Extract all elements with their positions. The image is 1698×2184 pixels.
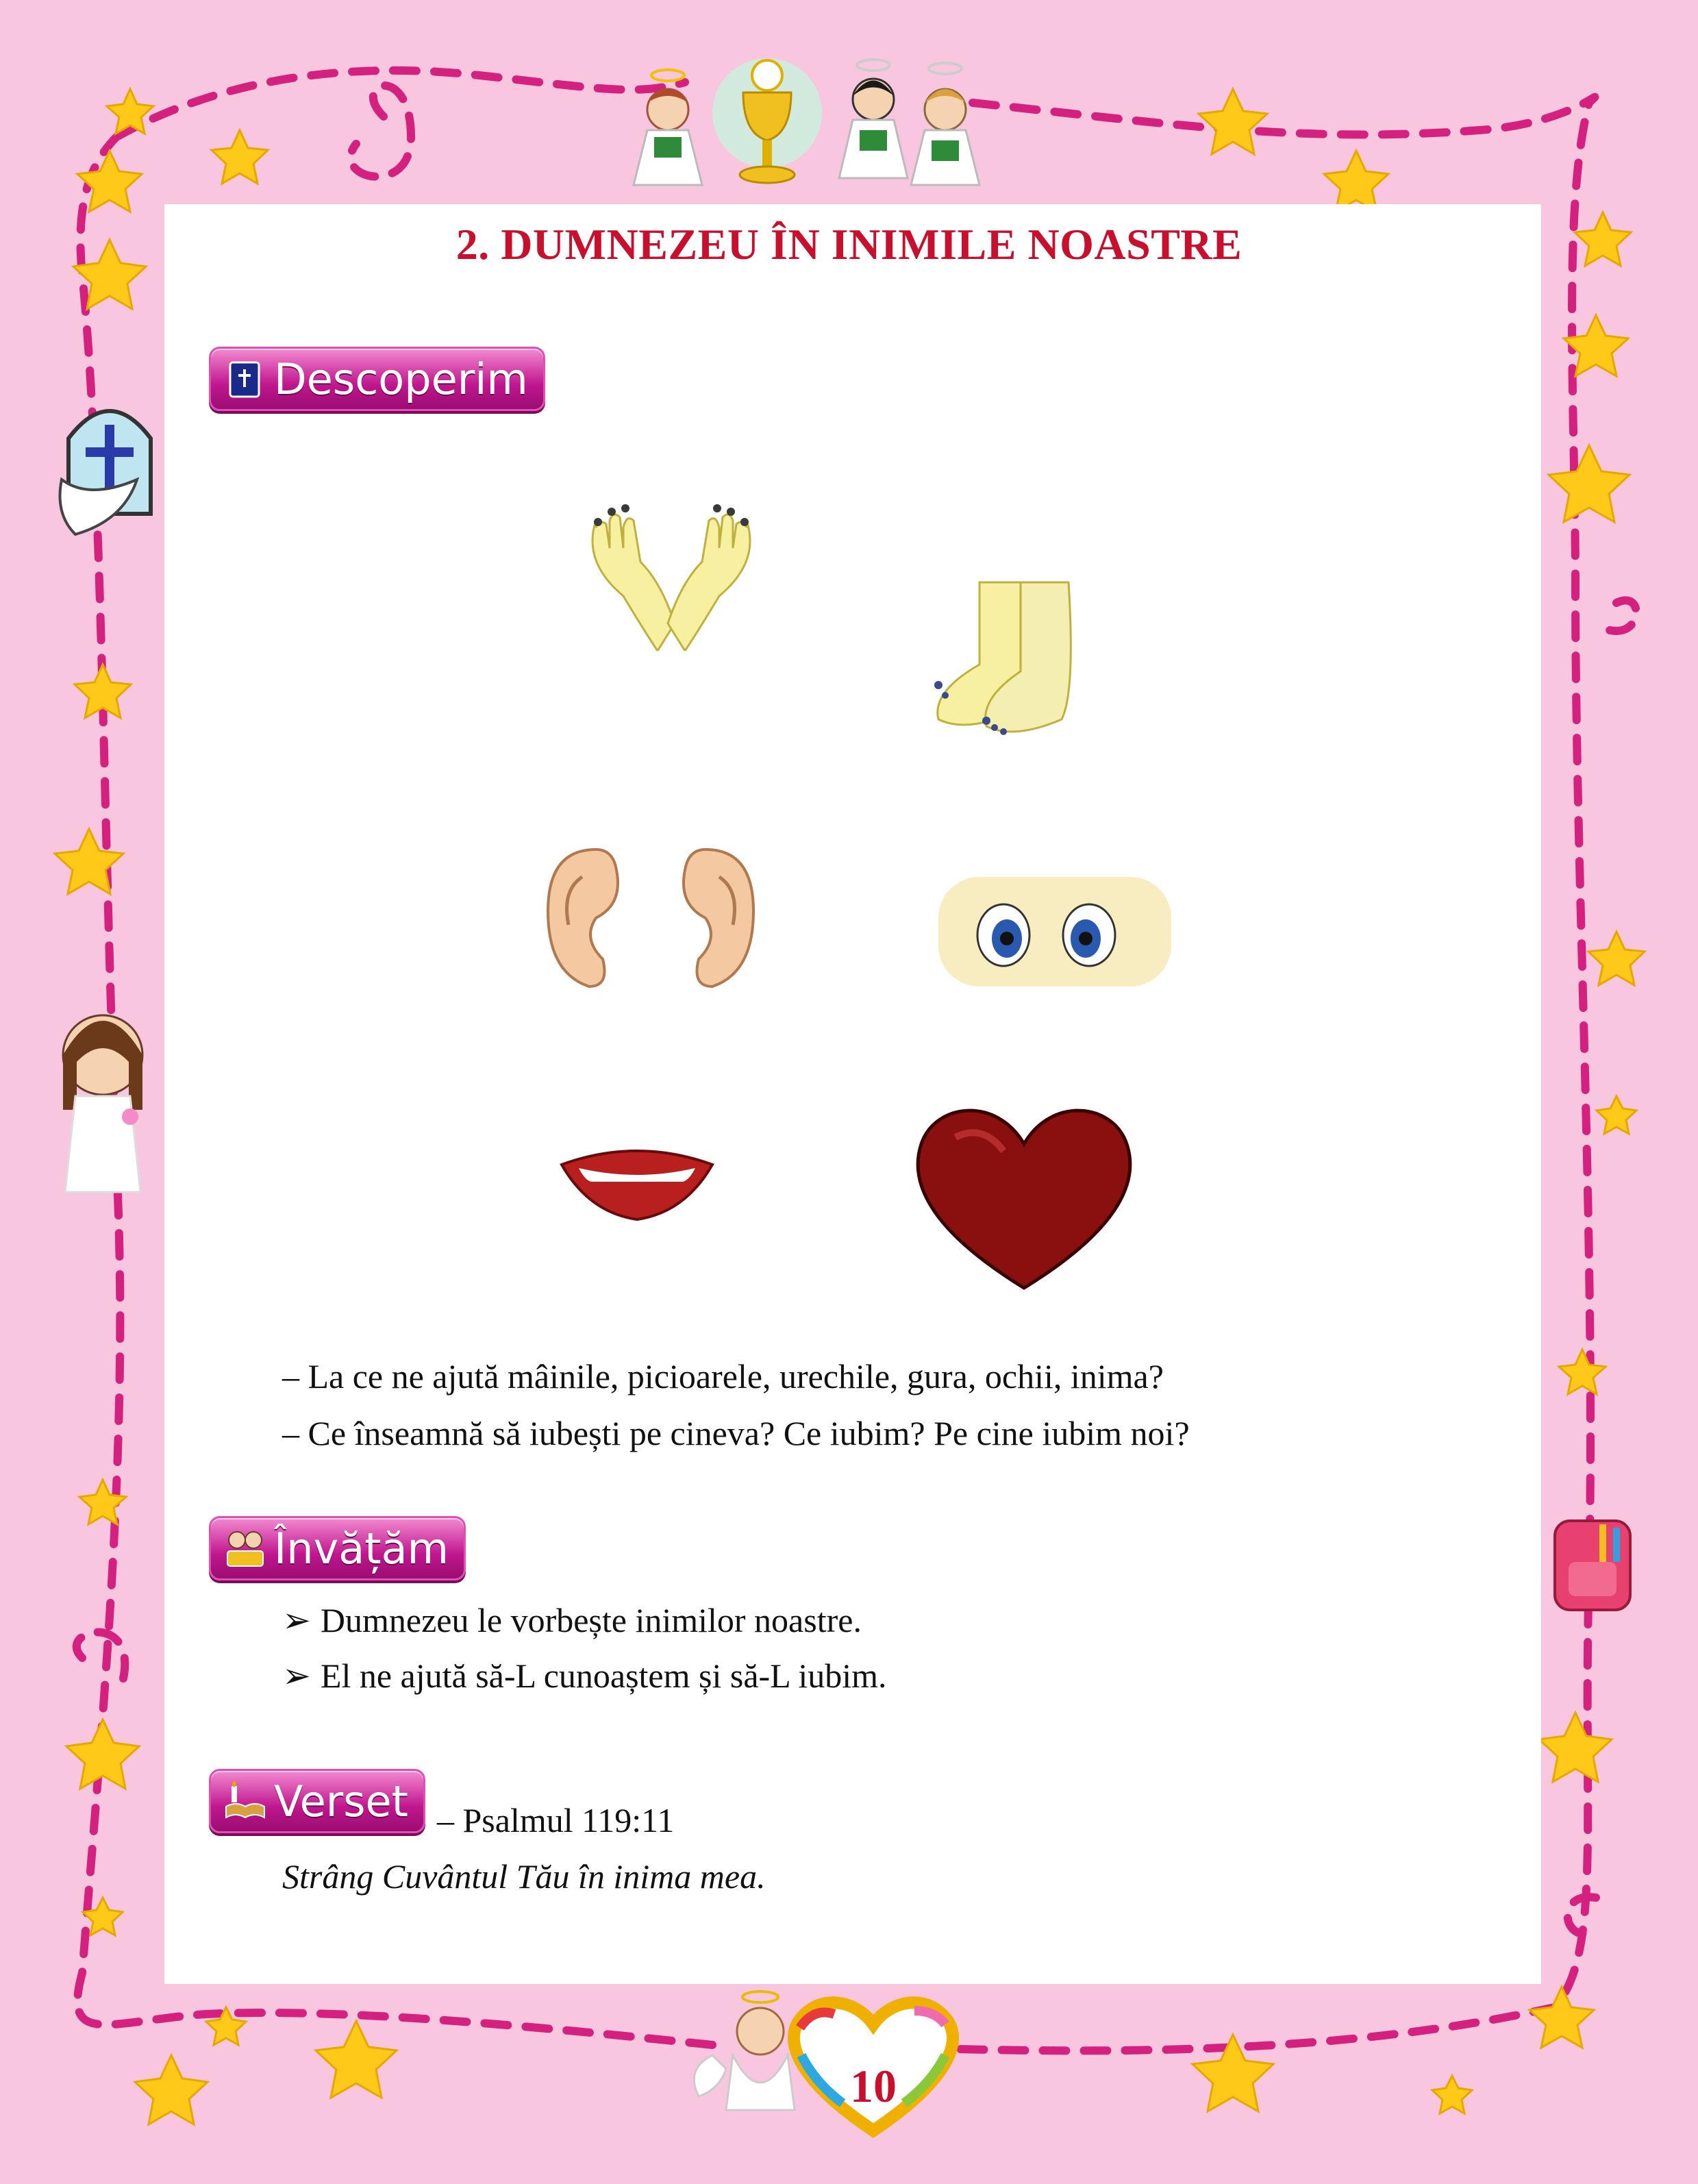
- ears-illustration: [541, 843, 760, 993]
- learning-text: El ne ajută să-L cunoaștem și să-L iubim.: [320, 1656, 887, 1695]
- section-label-discover: Descoperim: [274, 353, 528, 404]
- section-label-learn: Învățăm: [274, 1523, 449, 1574]
- bible-icon: [223, 357, 267, 401]
- learning-text: Dumnezeu le vorbește inimilor noastre.: [320, 1601, 862, 1639]
- verse-reference: – Psalmul 119:11: [437, 1801, 675, 1839]
- bullet-arrow: ➢: [282, 1656, 311, 1695]
- page-title: 2. DUMNEZEU ÎN INIMILE NOASTRE: [455, 220, 1243, 269]
- hands-illustration: [569, 480, 774, 651]
- angel-icon: [694, 1991, 795, 2110]
- page-number: 10: [850, 2060, 897, 2112]
- learning-item: [282, 1656, 887, 1696]
- mouth-illustration: [555, 1130, 719, 1233]
- girl-icon: [63, 1015, 142, 1192]
- children-reading-icon: [223, 1526, 267, 1570]
- question-line: – Ce înseamnă să iubești pe cineva? Ce iubim? Pe cine iubim noi?: [282, 1414, 1190, 1452]
- learning-item: [282, 1600, 862, 1640]
- bullet-arrow: ➢: [282, 1601, 311, 1639]
- section-badge-discover: [209, 347, 545, 411]
- open-bible-candle-icon: [223, 1779, 267, 1823]
- dove-window-icon: [60, 411, 151, 534]
- feet-illustration: [918, 575, 1082, 754]
- backpack-icon: [1555, 1521, 1630, 1610]
- section-badge-learn: [209, 1516, 466, 1580]
- verse-text: Strâng Cuvântul Tău în inima mea.: [282, 1857, 766, 1896]
- question-line: – La ce ne ajută mâinile, picioarele, urechile, gura, ochii, inima?: [282, 1357, 1164, 1395]
- eyes-illustration: [932, 870, 1178, 993]
- chalice-icon: [712, 58, 822, 183]
- heart-illustration: [908, 1089, 1140, 1295]
- section-label-verse: Verset: [274, 1776, 408, 1826]
- angel-icon: [911, 63, 979, 185]
- angel-icon: [839, 60, 908, 178]
- section-badge-verse: [209, 1769, 425, 1833]
- content-paper: [164, 204, 1541, 1984]
